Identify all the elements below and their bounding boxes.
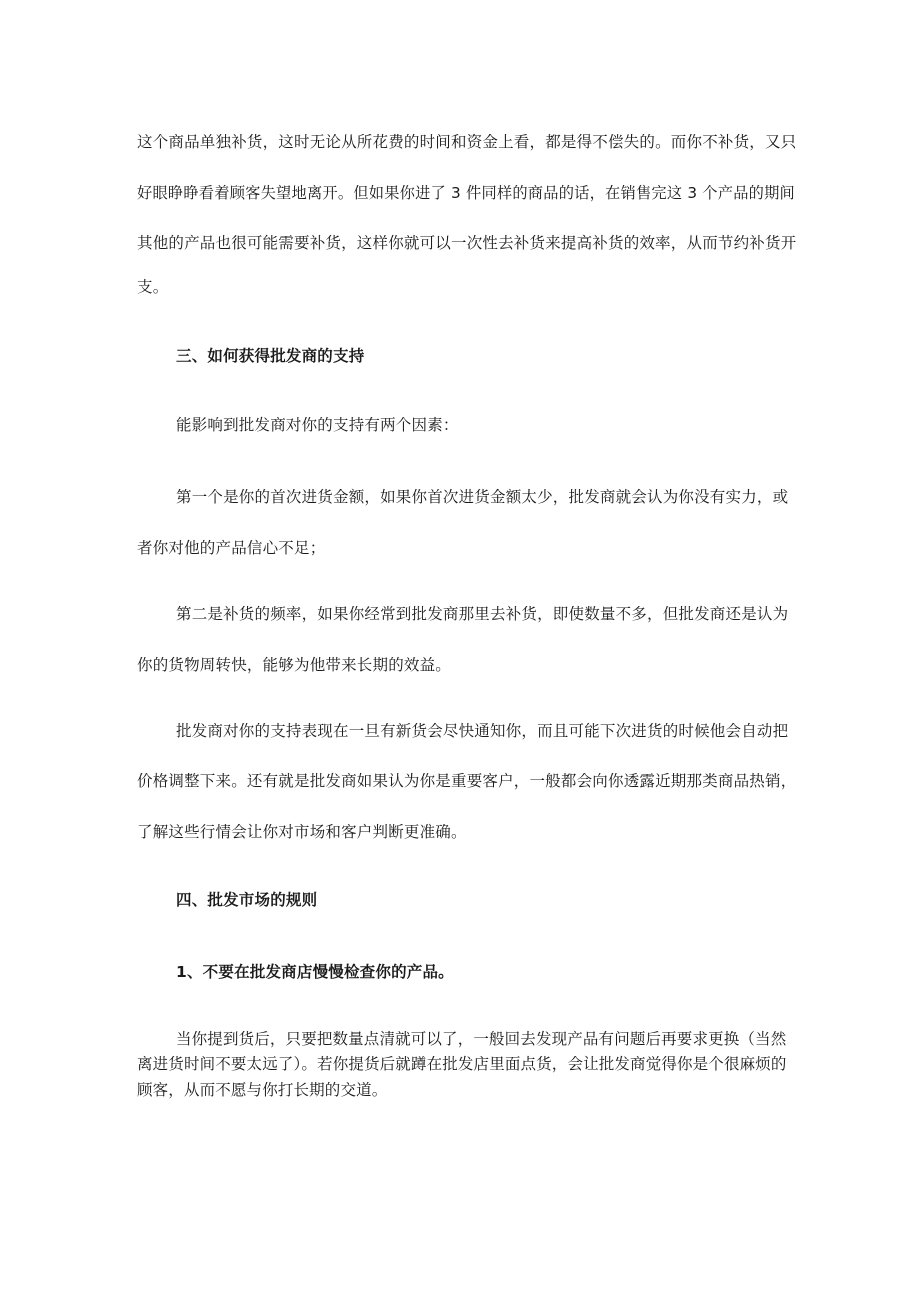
paragraph-1-line-2: 好眼睁睁看着顾客失望地离开。但如果你进了 3 件同样的商品的话，在销售完这 3 个产品的期间 bbox=[137, 184, 795, 202]
paragraph-5-line-3: 了解这些行情会让你对市场和客户判断更准确。 bbox=[137, 823, 467, 841]
paragraph-2: 能影响到批发商对你的支持有两个因素： bbox=[176, 416, 459, 434]
paragraph-4-line-1: 第二是补货的频率，如果你经常到批发商那里去补货，即使数量不多，但批发商还是认为 bbox=[176, 605, 789, 623]
subheading-rule-1: 1、不要在批发商店慢慢检查你的产品。 bbox=[176, 963, 454, 981]
paragraph-4-line-2: 你的货物周转快，能够为他带来长期的效益。 bbox=[137, 656, 452, 674]
section-heading-4: 四、批发市场的规则 bbox=[176, 891, 318, 909]
paragraph-1-line-4: 支。 bbox=[137, 278, 169, 296]
paragraph-6-line-2: 离进货时间不要太远了）。若你提货后就蹲在批发店里面点货，会让批发商觉得你是个很麻烦的 bbox=[137, 1055, 787, 1073]
paragraph-1-line-3: 其他的产品也很可能需要补货，这样你就可以一次性去补货来提高补货的效率，从而节约补货开 bbox=[137, 234, 797, 252]
paragraph-1-line-1: 这个商品单独补货，这时无论从所花费的时间和资金上看，都是得不偿失的。而你不补货，又只 bbox=[137, 133, 797, 151]
paragraph-6-line-3: 顾客，从而不愿与你打长期的交道。 bbox=[137, 1081, 388, 1099]
paragraph-5-line-1: 批发商对你的支持表现在一旦有新货会尽快通知你，而且可能下次进货的时候他会自动把 bbox=[176, 722, 789, 740]
paragraph-6-line-1: 当你提到货后，只要把数量点清就可以了，一般回去发现产品有问题后再要求更换（当然 bbox=[176, 1030, 787, 1048]
paragraph-3-line-2: 者你对他的产品信心不足； bbox=[137, 539, 326, 557]
section-heading-3: 三、如何获得批发商的支持 bbox=[176, 347, 365, 365]
paragraph-3-line-1: 第一个是你的首次进货金额，如果你首次进货金额太少，批发商就会认为你没有实力，或 bbox=[176, 488, 789, 506]
paragraph-5-line-2: 价格调整下来。还有就是批发商如果认为你是重要客户，一般都会向你透露近期那类商品热销， bbox=[137, 772, 797, 790]
